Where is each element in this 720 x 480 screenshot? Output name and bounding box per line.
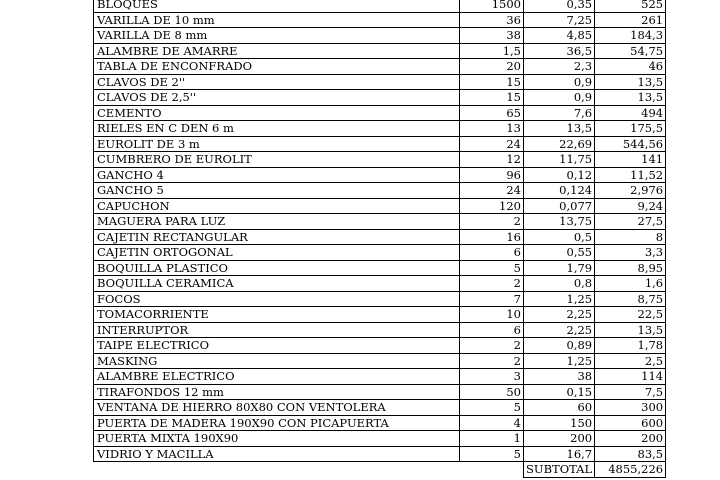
item-unit-price: 1,25 bbox=[524, 353, 595, 369]
item-quantity: 2 bbox=[460, 353, 524, 369]
item-unit-price: 13,75 bbox=[524, 214, 595, 230]
materials-table bbox=[93, 0, 666, 478]
item-total: 544,56 bbox=[595, 136, 666, 152]
item-description: TAIPE ELECTRICO bbox=[94, 338, 460, 354]
item-description: VARILLA DE 10 mm bbox=[94, 12, 460, 28]
item-quantity: 15 bbox=[460, 74, 524, 90]
item-quantity: 24 bbox=[460, 136, 524, 152]
item-unit-price: 0,5 bbox=[524, 229, 595, 245]
table-row bbox=[94, 90, 666, 106]
item-quantity: 2 bbox=[460, 276, 524, 292]
item-unit-price: 0,9 bbox=[524, 74, 595, 90]
item-quantity: 1 bbox=[460, 431, 524, 447]
item-description: CUMBRERO DE EUROLIT bbox=[94, 152, 460, 168]
item-total: 8 bbox=[595, 229, 666, 245]
table-row bbox=[94, 431, 666, 447]
table-row bbox=[94, 276, 666, 292]
item-unit-price: 22,69 bbox=[524, 136, 595, 152]
table-row bbox=[94, 43, 666, 59]
item-description: GANCHO 4 bbox=[94, 167, 460, 183]
table-row bbox=[94, 136, 666, 152]
item-quantity: 12 bbox=[460, 152, 524, 168]
item-total: 13,5 bbox=[595, 322, 666, 338]
subtotal-label: SUBTOTAL bbox=[524, 462, 595, 478]
item-total: 13,5 bbox=[595, 90, 666, 106]
table-row bbox=[94, 260, 666, 276]
item-total: 13,5 bbox=[595, 74, 666, 90]
item-unit-price: 0,55 bbox=[524, 245, 595, 261]
item-description: PUERTA DE MADERA 190X90 CON PICAPUERTA bbox=[94, 415, 460, 431]
table-row bbox=[94, 105, 666, 121]
item-unit-price: 7,6 bbox=[524, 105, 595, 121]
item-total: 525 bbox=[595, 0, 666, 12]
item-total: 600 bbox=[595, 415, 666, 431]
item-unit-price: 2,25 bbox=[524, 322, 595, 338]
item-quantity: 13 bbox=[460, 121, 524, 137]
table-row bbox=[94, 121, 666, 137]
item-total: 22,5 bbox=[595, 307, 666, 323]
item-unit-price: 1,25 bbox=[524, 291, 595, 307]
item-unit-price: 7,25 bbox=[524, 12, 595, 28]
item-unit-price: 150 bbox=[524, 415, 595, 431]
item-total: 2,5 bbox=[595, 353, 666, 369]
item-description: TABLA DE ENCONFRADO bbox=[94, 59, 460, 75]
table-row bbox=[94, 74, 666, 90]
item-quantity: 7 bbox=[460, 291, 524, 307]
item-description: CLAVOS DE 2,5'' bbox=[94, 90, 460, 106]
table-row bbox=[94, 338, 666, 354]
item-total: 54,75 bbox=[595, 43, 666, 59]
table-row bbox=[94, 12, 666, 28]
item-description: BOQUILLA PLASTICO bbox=[94, 260, 460, 276]
item-quantity: 5 bbox=[460, 446, 524, 462]
item-unit-price: 13,5 bbox=[524, 121, 595, 137]
item-description: VENTANA DE HIERRO 80X80 CON VENTOLERA bbox=[94, 400, 460, 416]
subtotal-value: 4855,226 bbox=[595, 462, 666, 478]
subtotal-blank-cell bbox=[460, 462, 524, 478]
item-total: 261 bbox=[595, 12, 666, 28]
table-row bbox=[94, 183, 666, 199]
item-description: EUROLIT DE 3 m bbox=[94, 136, 460, 152]
item-unit-price: 0,124 bbox=[524, 183, 595, 199]
subtotal-blank-cell bbox=[94, 462, 460, 478]
item-quantity: 50 bbox=[460, 384, 524, 400]
item-quantity: 65 bbox=[460, 105, 524, 121]
table-row bbox=[94, 28, 666, 44]
item-description: CEMENTO bbox=[94, 105, 460, 121]
item-quantity: 120 bbox=[460, 198, 524, 214]
item-quantity: 96 bbox=[460, 167, 524, 183]
item-quantity: 2 bbox=[460, 214, 524, 230]
item-description: CAPUCHON bbox=[94, 198, 460, 214]
item-quantity: 15 bbox=[460, 90, 524, 106]
item-unit-price: 0,077 bbox=[524, 198, 595, 214]
item-description: PUERTA MIXTA 190X90 bbox=[94, 431, 460, 447]
item-description: ALAMBRE ELECTRICO bbox=[94, 369, 460, 385]
item-description: FOCOS bbox=[94, 291, 460, 307]
item-quantity: 20 bbox=[460, 59, 524, 75]
table-row bbox=[94, 369, 666, 385]
item-quantity: 24 bbox=[460, 183, 524, 199]
table-row bbox=[94, 415, 666, 431]
item-total: 8,75 bbox=[595, 291, 666, 307]
item-unit-price: 16,7 bbox=[524, 446, 595, 462]
item-unit-price: 60 bbox=[524, 400, 595, 416]
item-unit-price: 0,15 bbox=[524, 384, 595, 400]
table-row bbox=[94, 353, 666, 369]
item-quantity: 1,5 bbox=[460, 43, 524, 59]
item-total: 175,5 bbox=[595, 121, 666, 137]
item-description: MASKING bbox=[94, 353, 460, 369]
item-unit-price: 0,9 bbox=[524, 90, 595, 106]
item-total: 7,5 bbox=[595, 384, 666, 400]
item-description: TIRAFONDOS 12 mm bbox=[94, 384, 460, 400]
item-total: 2,976 bbox=[595, 183, 666, 199]
item-quantity: 10 bbox=[460, 307, 524, 323]
item-quantity: 5 bbox=[460, 400, 524, 416]
table-row bbox=[94, 322, 666, 338]
table-row bbox=[94, 214, 666, 230]
item-unit-price: 36,5 bbox=[524, 43, 595, 59]
item-quantity: 5 bbox=[460, 260, 524, 276]
materials-rows bbox=[94, 0, 666, 462]
item-unit-price: 0,35 bbox=[524, 0, 595, 12]
item-description: VARILLA DE 8 mm bbox=[94, 28, 460, 44]
item-unit-price: 0,89 bbox=[524, 338, 595, 354]
item-total: 200 bbox=[595, 431, 666, 447]
item-quantity: 3 bbox=[460, 369, 524, 385]
item-quantity: 38 bbox=[460, 28, 524, 44]
item-total: 46 bbox=[595, 59, 666, 75]
item-total: 27,5 bbox=[595, 214, 666, 230]
item-description: BLOQUES bbox=[94, 0, 460, 12]
table-row bbox=[94, 446, 666, 462]
item-quantity: 4 bbox=[460, 415, 524, 431]
item-total: 9,24 bbox=[595, 198, 666, 214]
table-row bbox=[94, 307, 666, 323]
item-quantity: 36 bbox=[460, 12, 524, 28]
table-row bbox=[94, 229, 666, 245]
item-unit-price: 4,85 bbox=[524, 28, 595, 44]
item-unit-price: 11,75 bbox=[524, 152, 595, 168]
item-total: 3,3 bbox=[595, 245, 666, 261]
table-row bbox=[94, 0, 666, 12]
table-row bbox=[94, 384, 666, 400]
item-total: 8,95 bbox=[595, 260, 666, 276]
item-quantity: 1500 bbox=[460, 0, 524, 12]
item-description: VIDRIO Y MACILLA bbox=[94, 446, 460, 462]
item-total: 83,5 bbox=[595, 446, 666, 462]
item-description: CAJETIN RECTANGULAR bbox=[94, 229, 460, 245]
item-unit-price: 2,25 bbox=[524, 307, 595, 323]
item-unit-price: 38 bbox=[524, 369, 595, 385]
item-description: GANCHO 5 bbox=[94, 183, 460, 199]
table-row bbox=[94, 400, 666, 416]
item-total: 1,6 bbox=[595, 276, 666, 292]
item-total: 11,52 bbox=[595, 167, 666, 183]
item-unit-price: 0,8 bbox=[524, 276, 595, 292]
item-quantity: 2 bbox=[460, 338, 524, 354]
item-unit-price: 2,3 bbox=[524, 59, 595, 75]
item-total: 114 bbox=[595, 369, 666, 385]
item-total: 184,3 bbox=[595, 28, 666, 44]
table-row bbox=[94, 198, 666, 214]
table-row bbox=[94, 245, 666, 261]
item-quantity: 6 bbox=[460, 322, 524, 338]
table-row bbox=[94, 59, 666, 75]
item-description: BOQUILLA CERAMICA bbox=[94, 276, 460, 292]
item-total: 1,78 bbox=[595, 338, 666, 354]
item-description: INTERRUPTOR bbox=[94, 322, 460, 338]
item-description: CAJETIN ORTOGONAL bbox=[94, 245, 460, 261]
table-row bbox=[94, 152, 666, 168]
item-unit-price: 0,12 bbox=[524, 167, 595, 183]
subtotal-row bbox=[94, 462, 666, 478]
item-total: 141 bbox=[595, 152, 666, 168]
item-total: 494 bbox=[595, 105, 666, 121]
item-quantity: 16 bbox=[460, 229, 524, 245]
table-row bbox=[94, 167, 666, 183]
item-unit-price: 1,79 bbox=[524, 260, 595, 276]
item-description: RIELES EN C DEN 6 m bbox=[94, 121, 460, 137]
table-row bbox=[94, 291, 666, 307]
item-description: CLAVOS DE 2'' bbox=[94, 74, 460, 90]
item-description: TOMACORRIENTE bbox=[94, 307, 460, 323]
item-quantity: 6 bbox=[460, 245, 524, 261]
item-unit-price: 200 bbox=[524, 431, 595, 447]
item-description: ALAMBRE DE AMARRE bbox=[94, 43, 460, 59]
item-description: MAGUERA PARA LUZ bbox=[94, 214, 460, 230]
item-total: 300 bbox=[595, 400, 666, 416]
